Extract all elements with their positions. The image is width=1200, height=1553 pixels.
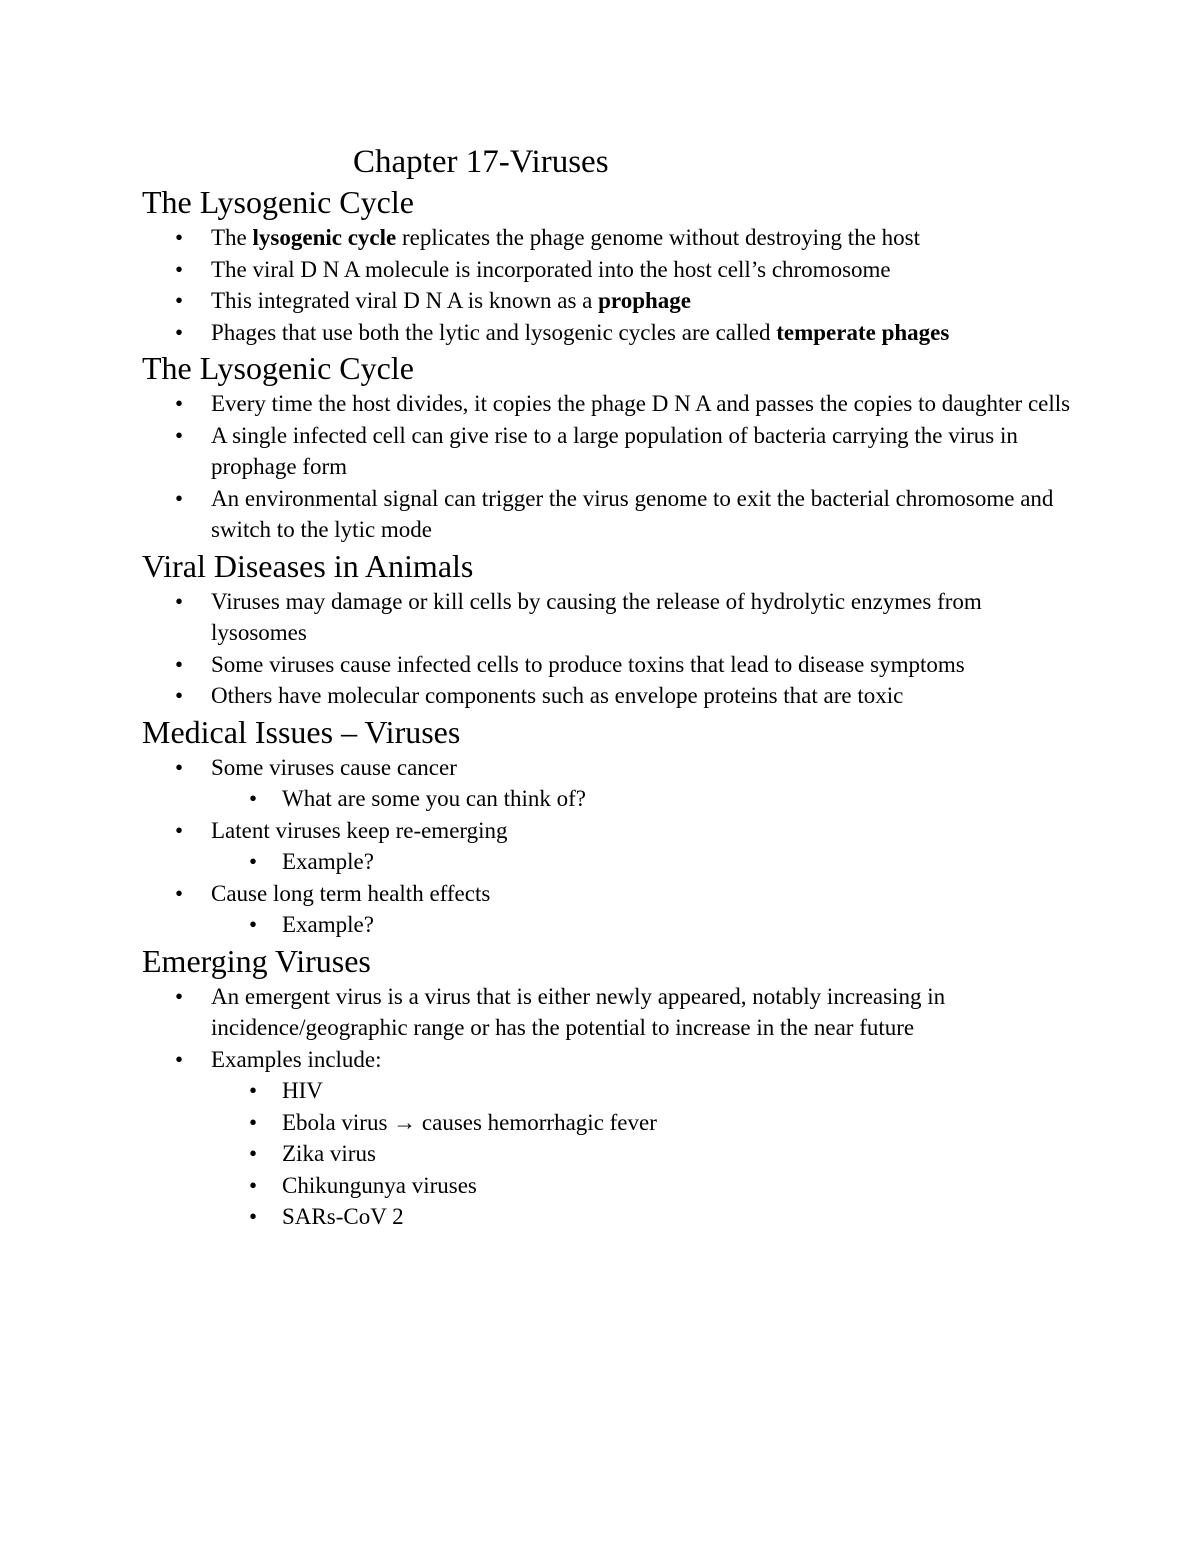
list-item-text: [211, 320, 949, 345]
sub-list-item-text: Zika virus: [282, 1141, 376, 1166]
bullet-icon: •: [249, 912, 258, 937]
bullet-icon: •: [175, 754, 184, 780]
bullet-list: [142, 586, 1072, 712]
text-run: Cause long term health effects: [211, 880, 491, 906]
section: [142, 348, 1072, 546]
text-run: Every time the host divides, it copies the phage D N A and passes the copies to daughter cells: [211, 391, 1071, 416]
list-item: [142, 483, 1072, 546]
list-item: [142, 752, 1072, 815]
section-heading: Emerging Viruses: [142, 942, 371, 979]
text-run: The viral D N A molecule is incorporated into the host cell’s chromosome: [211, 256, 891, 282]
bullet-icon: •: [249, 1109, 258, 1135]
bullet-icon: •: [249, 1078, 258, 1103]
list-item-text: [211, 288, 691, 313]
list-item-text: [211, 683, 903, 708]
text-run: The: [211, 225, 253, 250]
list-item: [142, 878, 1072, 941]
sub-list-item-text: SARs-CoV 2: [282, 1204, 404, 1229]
bullet-icon: •: [249, 849, 258, 874]
sub-list-item-text: Ebola virus → causes hemorrhagic fever: [282, 1109, 657, 1135]
document-title: Chapter 17-Viruses: [353, 144, 609, 180]
list-item: [142, 222, 1072, 254]
sub-list-item-text: Example?: [282, 912, 374, 937]
bullet-icon: •: [175, 391, 184, 416]
sub-list-item: [211, 1201, 1072, 1233]
bold-term: lysogenic cycle: [252, 225, 397, 250]
list-item-text: [211, 391, 1070, 416]
text-run: This integrated viral D N A is known as a: [211, 288, 599, 313]
list-item: [142, 285, 1072, 317]
bullet-icon: •: [249, 1141, 258, 1166]
text-run: A single infected cell can give rise to a large population of bacteria carrying the virus in prophage form: [211, 422, 1018, 479]
bullet-icon: •: [175, 288, 184, 313]
bullet-icon: •: [175, 683, 184, 708]
text-run: An environmental signal can trigger the virus genome to exit the bacterial chromosome and switch to the lytic mode: [211, 485, 1054, 542]
list-item: [142, 254, 1072, 286]
section: [142, 941, 1072, 1233]
list-item-text: [211, 818, 508, 843]
section-heading: The Lysogenic Cycle: [142, 184, 414, 220]
list-item-text: [211, 589, 982, 646]
bullet-list: [142, 752, 1072, 941]
list-item: [142, 420, 1072, 483]
sub-list-item: [211, 1107, 1072, 1139]
list-item-text: [211, 881, 490, 906]
list-item-text: [211, 755, 457, 780]
section: [142, 546, 1072, 712]
sub-list-item: [211, 1138, 1072, 1170]
text-run: Examples include:: [211, 1046, 382, 1072]
sub-bullet-list: [211, 1075, 1072, 1233]
text-run: Some viruses cause infected cells to produce toxins that lead to disease symptoms: [211, 651, 965, 677]
text-run: An emergent virus is a virus that is either newly appeared, notably increasing in incidence/geographic range or has the potential to increase in the near future: [211, 983, 946, 1040]
list-item: [142, 586, 1072, 649]
bullet-icon: •: [175, 588, 184, 614]
bullet-icon: •: [175, 422, 184, 448]
sub-bullet-list: [211, 909, 1072, 941]
text-run: Others have molecular components such as envelope proteins that are toxic: [211, 683, 904, 708]
sub-list-item-text: Chikungunya viruses: [282, 1172, 477, 1198]
document-body: [142, 182, 1072, 1233]
sub-list-item-text: HIV: [282, 1078, 323, 1103]
bullet-icon: •: [175, 319, 184, 345]
sub-list-item: [211, 909, 1072, 941]
list-item-text: [211, 652, 965, 677]
list-item: [142, 388, 1072, 420]
sub-bullet-list: [211, 846, 1072, 878]
sub-list-item-text: Example?: [282, 849, 374, 874]
list-item: [142, 649, 1072, 681]
sub-list-item-text: What are some you can think of?: [282, 786, 586, 811]
bullet-icon: •: [175, 485, 184, 511]
bullet-icon: •: [249, 1172, 258, 1198]
bullet-list: [142, 388, 1072, 546]
section-heading: The Lysogenic Cycle: [142, 350, 414, 386]
sub-list-item: [211, 783, 1072, 815]
bold-term: temperate phages: [776, 319, 950, 345]
list-item-text: [211, 486, 1053, 543]
bullet-list: [142, 222, 1072, 348]
bullet-icon: •: [175, 880, 184, 906]
sub-bullet-list: [211, 783, 1072, 815]
list-item: [142, 680, 1072, 712]
list-item-text: [211, 423, 1018, 480]
text-run: Viruses may damage or kill cells by causing the release of hydrolytic enzymes from lysosomes: [211, 588, 982, 645]
list-item: [142, 815, 1072, 878]
text-run: Some viruses cause cancer: [211, 754, 457, 780]
bullet-icon: •: [175, 651, 184, 677]
section-heading: Medical Issues – Viruses: [142, 713, 461, 750]
bullet-icon: •: [249, 786, 258, 811]
sub-list-item: [211, 1075, 1072, 1107]
text-run: Phages that use both the lytic and lysogenic cycles are called: [211, 319, 777, 345]
list-item: [142, 981, 1072, 1044]
bullet-icon: •: [249, 1204, 258, 1229]
text-run: Latent viruses keep re-emerging: [211, 817, 508, 843]
section: [142, 182, 1072, 348]
bold-term: prophage: [598, 288, 691, 313]
sub-list-item: [211, 846, 1072, 878]
text-run: replicates the phage genome without destroying the host: [396, 225, 920, 250]
bullet-icon: •: [175, 817, 184, 843]
section-heading: Viral Diseases in Animals: [142, 547, 474, 584]
sub-list-item: [211, 1170, 1072, 1202]
list-item-text: [211, 1047, 382, 1072]
list-item: [142, 317, 1072, 349]
list-item-text: [211, 984, 945, 1041]
bullet-icon: •: [175, 225, 184, 250]
section: [142, 712, 1072, 941]
list-item-text: [211, 257, 891, 282]
bullet-list: [142, 981, 1072, 1233]
list-item: [142, 1044, 1072, 1233]
bullet-icon: •: [175, 1046, 184, 1072]
bullet-icon: •: [175, 983, 184, 1009]
list-item-text: [211, 225, 920, 250]
bullet-icon: •: [175, 256, 184, 282]
